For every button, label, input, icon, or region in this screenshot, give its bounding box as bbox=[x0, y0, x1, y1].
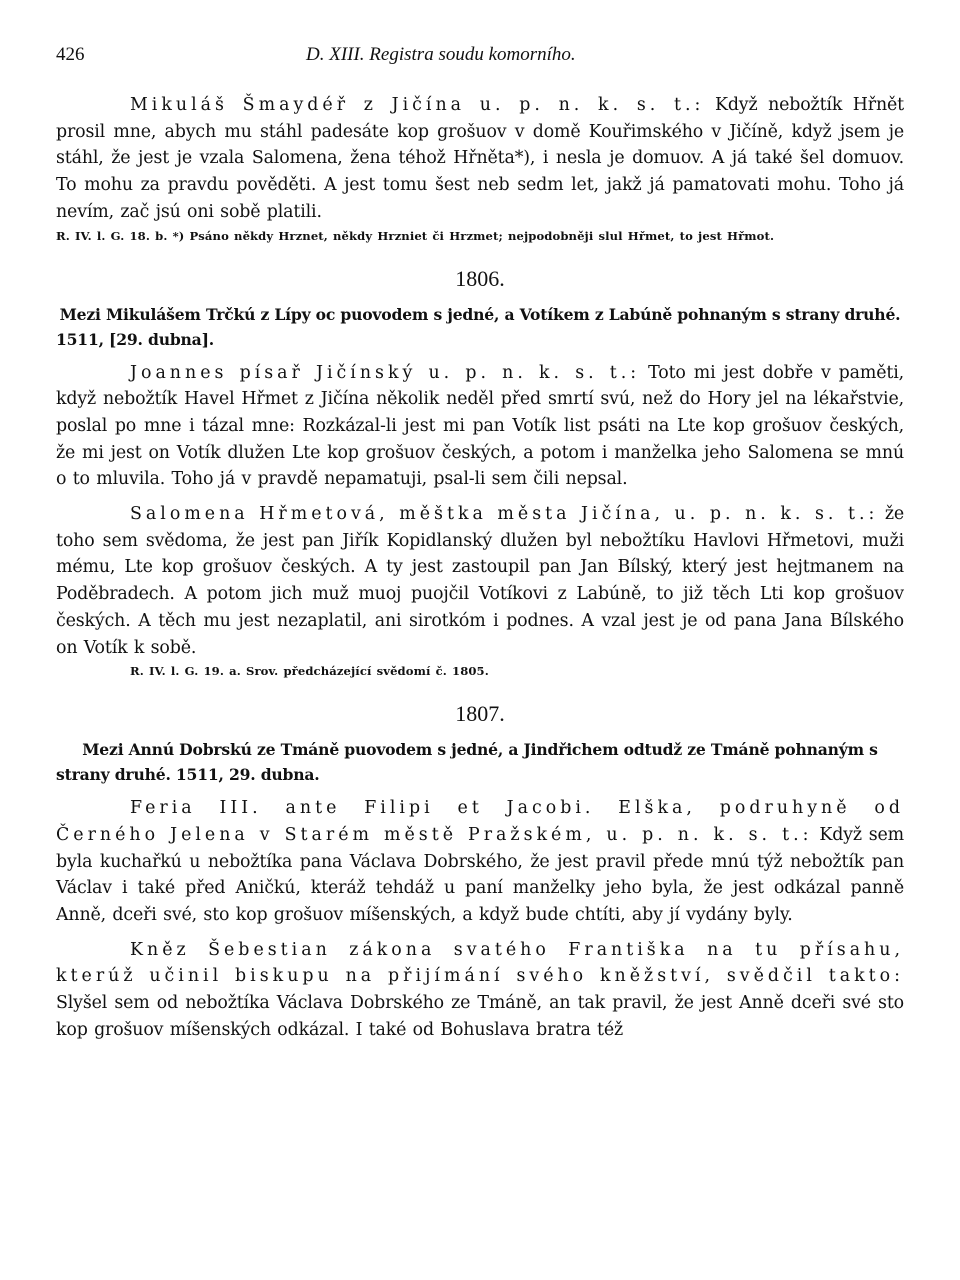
source-note: R. IV. l. G. 19. a. Srov. předcházející svědomí č. 1805. bbox=[130, 664, 489, 679]
witness-name: Feria III. ante Filipi et Jacobi. Elška, podruhyně od Černého Jelena v Starém městě Pražském, u. p. n. k. s. t.: bbox=[56, 798, 904, 845]
testimony-smayder bbox=[56, 92, 904, 226]
testimony-salomena bbox=[56, 501, 904, 661]
witness-name: Kněz Šebestian zákona svatého Františka na tu přísahu, kterúž učinil biskupu na přijímání svého kněžství, svědčil takto: bbox=[56, 939, 904, 987]
testimony-elska bbox=[56, 795, 904, 929]
document-page bbox=[56, 44, 904, 1044]
witness-name: Salomena Hřmetová, měštka města Jičína, u. p. n. k. s. t.: bbox=[130, 504, 879, 525]
testimony-joannes bbox=[56, 360, 904, 494]
document-summary: Mezi Mikulášem Trčkú z Lípy oc puovodem s jedné, a Votíkem z Labúně pohnaným s strany druhé. 1511, [29. dubna]. bbox=[56, 304, 901, 349]
page-number: 426 bbox=[56, 44, 85, 65]
witness-name: Joannes písař Jičínský u. p. n. k. s. t.: bbox=[130, 362, 641, 383]
document-number: 1806. bbox=[455, 265, 505, 291]
testimony-text: Když sem byla kuchařkú u nebožtíka pana Václava Dobrského, že jest pravil přede mnú týž nebožtík pan Václav i také před Aničkú, kteráž tehdáž u paní manželky jeho byla, že jest odkázal panně Anně, dceři své, sto kop grošuov míšenských, a když bude chtíti, aby jí vydány byly. bbox=[56, 824, 904, 926]
page-header bbox=[56, 44, 904, 78]
testimony-text: Slyšel sem od nebožtíka Václava Dobrského ze Tmáně, an tak pravil, že jest Anně dceři své sto kop grošuov míšenských odkázal. I také od Bohuslava bratra též bbox=[56, 993, 904, 1040]
document-number: 1807. bbox=[455, 701, 505, 727]
testimony-sebestian bbox=[56, 937, 904, 1044]
testimony-text: Toto mi jest dobře v paměti, když nebožtík Havel Hřmet z Jičína několik neděl před smrtí svú, než do Hory jel na lékařstvie, poslal po mne i tázal mne: Rozkázal-li jest mi pan Votík list psáti na Lte kop grošuov českých, že mi jest on Votík dlužen Lte kop grošuov českých, a potom i manželka jeho Salomena se mnú o to mluvila. Toho já v pravdě nepamatuji, psal-li sem čili nepsal. bbox=[56, 362, 904, 490]
testimony-text: Když nebožtík Hřnět prosil mne, abych mu stáhl padesáte kop grošuov v domě Kouřimského v Jičíně, když jsem je stáhl, že jest je vzala Salomena, žena téhož Hřněta*), i nesla je domuov. A já také šel domuov. To mohu za pravdu pověděti. A jest tomu šest neb sedm let, jakž já pamatovati mohu. Toho já nevím, zač jsú oni sobě platili. bbox=[56, 95, 904, 222]
running-title: D. XIII. Registra soudu komorního. bbox=[306, 44, 576, 65]
testimony-text: že toho sem svědoma, že jest pan Jiřík Kopidlanský dlužen byl nebožtíku Havlovi Hřmetovi, muži mému, Lte kop grošuov českých. A ty jest zastoupil pan Jan Bílský, který jest hejtmanem na Poděbradech. A potom jich muž muoj puojčil Votíkovi z Labúně, to již těch Lti kop grošuov českých. A těch mu jest nezaplatil, ani sirotkóm i podnes. A vzal jest je od pana Jana Bílského on Votík k sobě. bbox=[56, 504, 904, 658]
document-summary: Mezi Annú Dobrskú ze Tmáně puovodem s jedné, a Jindřichem odtudž ze Tmáně pohnaným s strany druhé. 1511, 29. dubna. bbox=[56, 740, 878, 785]
source-note: R. IV. l. G. 18. b. *) Psáno někdy Hrznet, někdy Hrzniet či Hrzmet; nejpodobněji slul Hřmet, to jest Hřmot. bbox=[56, 228, 775, 243]
witness-name: Mikuláš Šmaydéř z Jičína u. p. n. k. s. t.: bbox=[130, 95, 705, 115]
